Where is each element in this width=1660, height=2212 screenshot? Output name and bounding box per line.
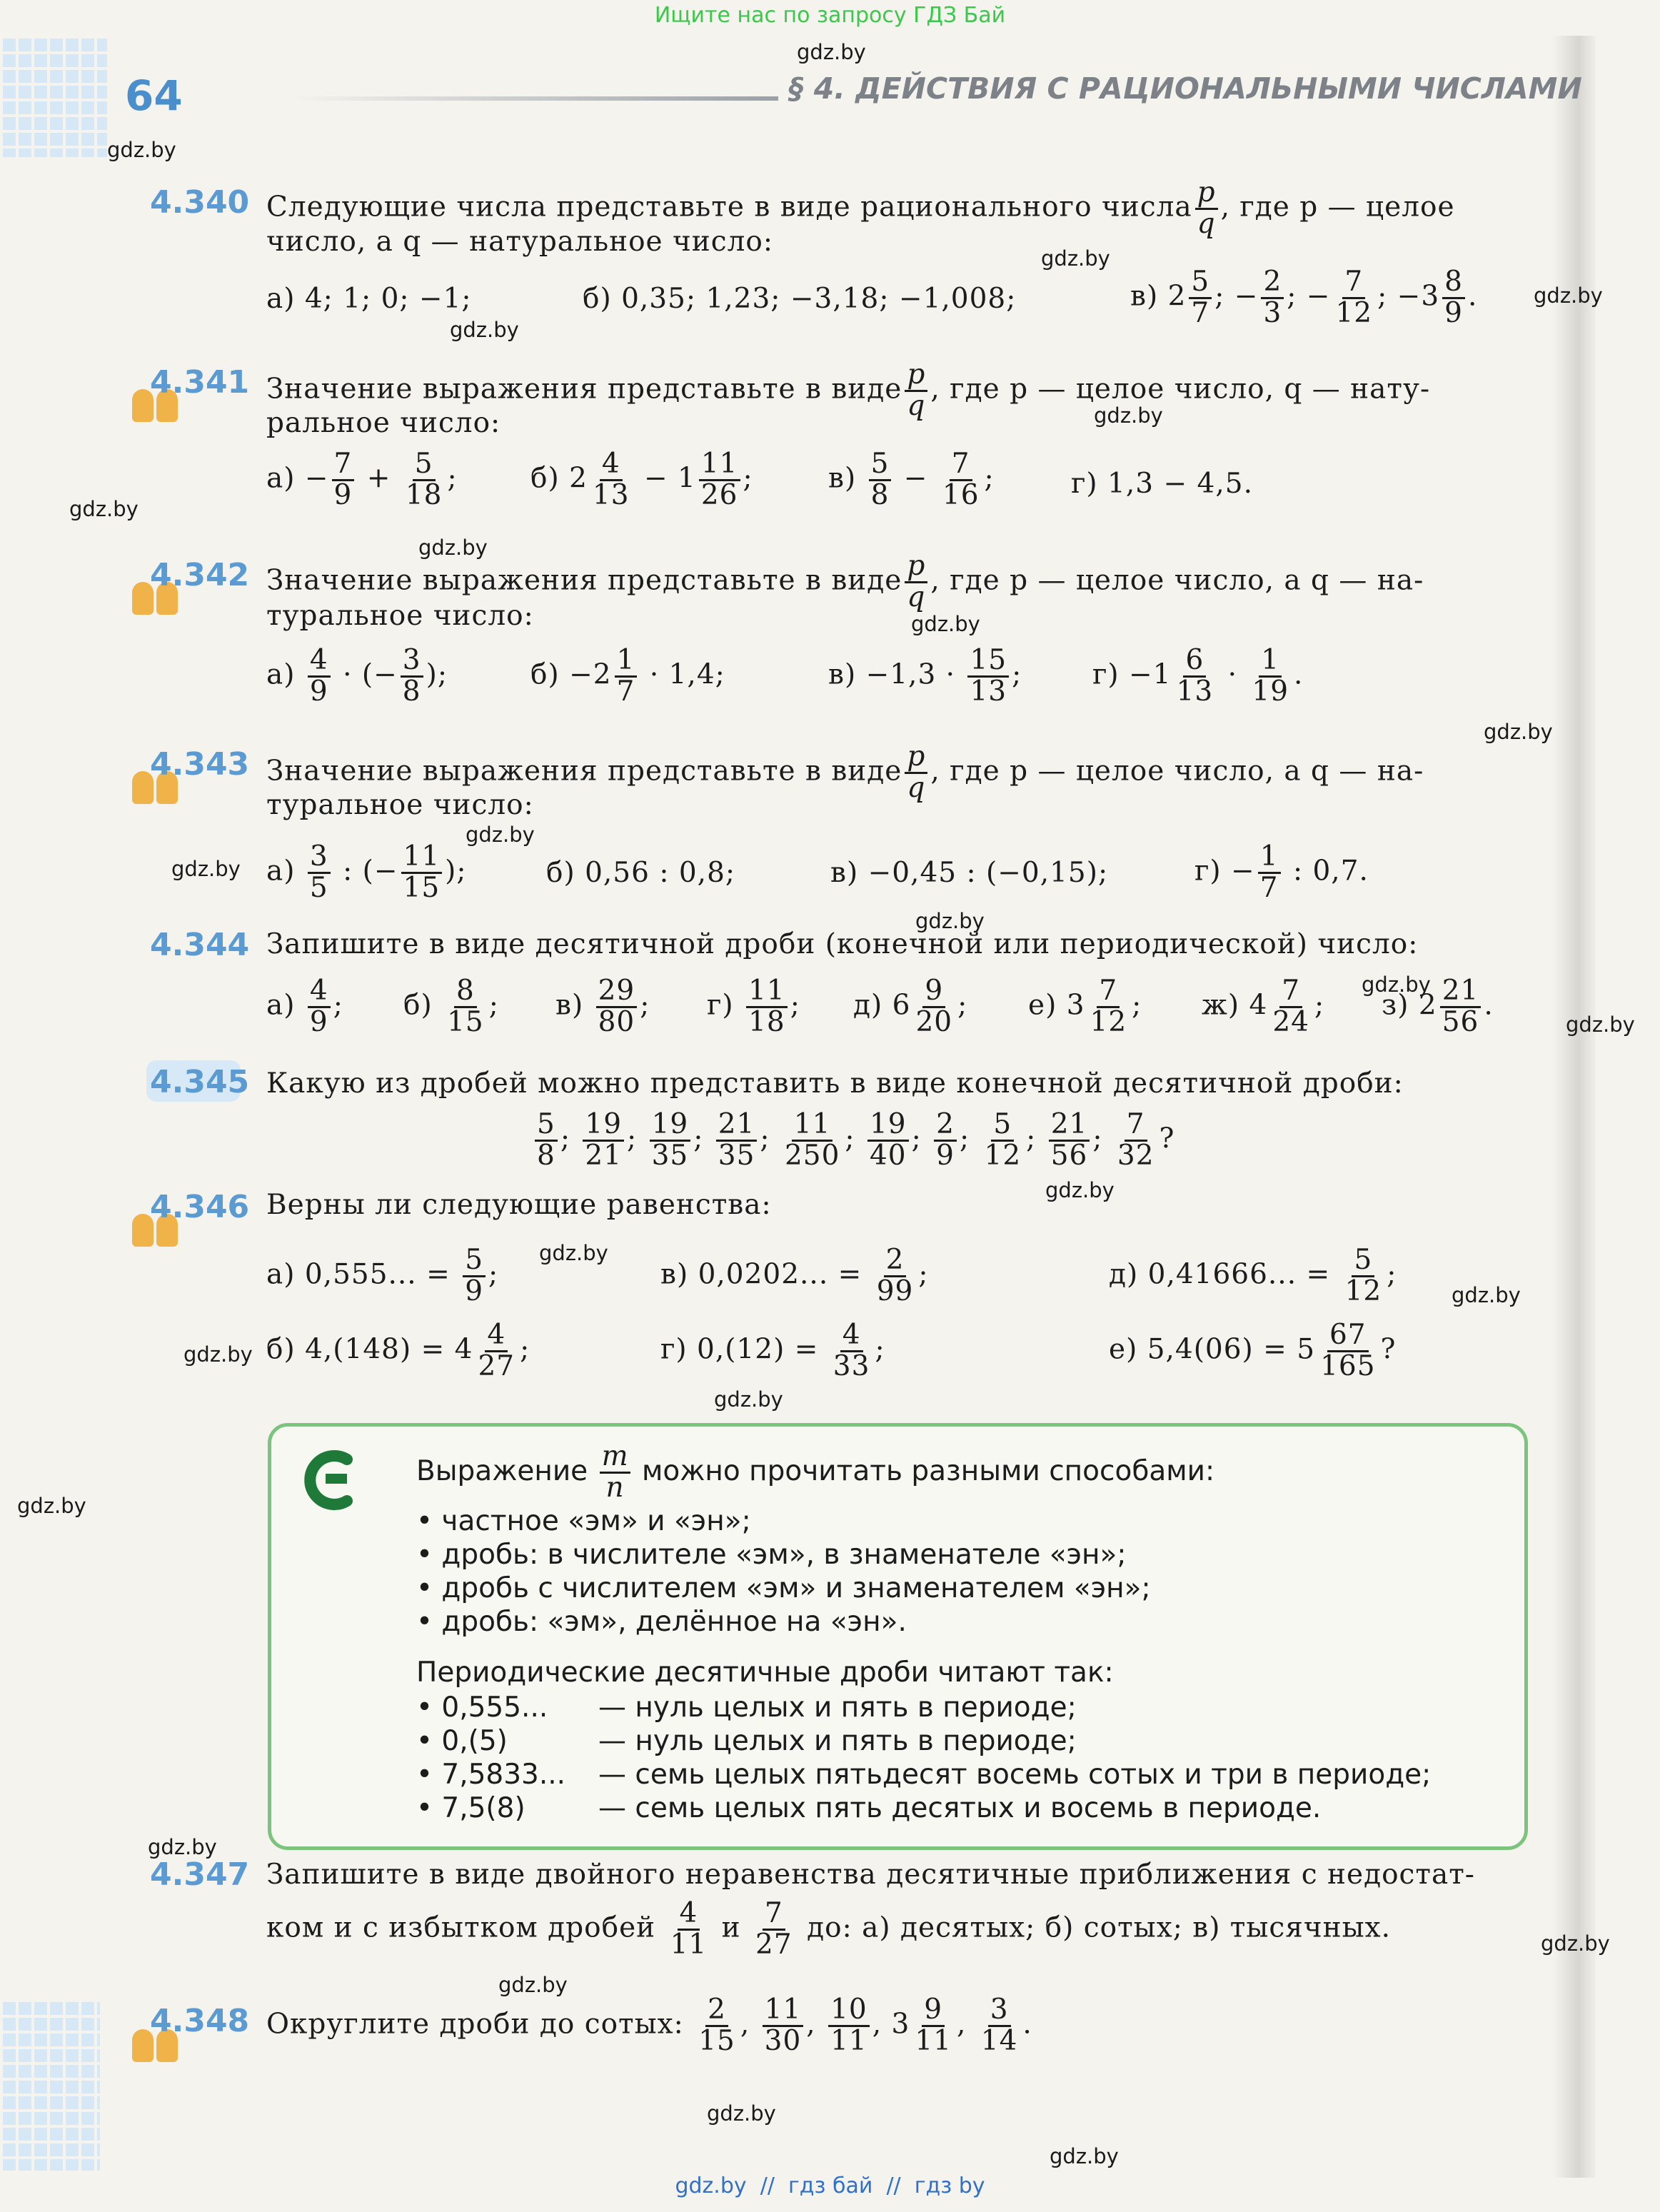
watermark: gdz.by xyxy=(466,823,535,847)
answer-option: в) −1,3 · $\frac{15}{13}$ ; xyxy=(828,644,1022,708)
watermark: gdz.by xyxy=(1362,972,1431,997)
watermark: gdz.by xyxy=(1045,1178,1115,1202)
watermark: gdz.by xyxy=(1534,283,1603,308)
watermark: gdz.by xyxy=(707,2101,776,2126)
problem-text: Какую из дробей можно представить в виде конечной десятичной дроби: xyxy=(266,1067,1404,1100)
watermark: gdz.by xyxy=(1041,246,1110,271)
info-text: Выражение $\frac{m}{n}$ можно прочитать разными способами: xyxy=(416,1440,1215,1504)
watermark: gdz.by xyxy=(1566,1012,1635,1037)
problem-text: Значение выражения представьте в виде $\frac{p}{q}$ , где p — целое число, а q — на- xyxy=(266,740,1424,804)
problem-number: 4.342 xyxy=(150,557,250,593)
answer-option: б) 0,56 : 0,8; xyxy=(546,857,736,889)
answer-option: а) $\frac{3}{5}$ : (− $\frac{11}{15}$ ); xyxy=(266,840,467,904)
problem-number: 4.346 xyxy=(150,1189,250,1225)
fraction-list: $\frac{5}{8}$ ; $\frac{19}{21}$ ; $\frac{19}{35}$ ; $\frac{21}{35}$ ; $\frac{11}{250}$ ; $\frac{19}{40}$ ; $\frac{2}{9}$ ; $\frac{5}{12}$ ; $\frac{21}{56}$ ; $\frac{7}{32}$ ? xyxy=(532,1110,1174,1171)
answer-option: а) $\frac{4}{9}$ ; xyxy=(266,975,343,1038)
fraction-p-over-q: $\frac{p}{q}$ xyxy=(905,743,927,803)
fraction-p-over-q: $\frac{p}{q}$ xyxy=(905,552,927,613)
answer-option: д) 0,41666... = $\frac{5}{12}$ ; xyxy=(1109,1244,1397,1307)
answer-option: б) 0,35; 1,23; −3,18; −1,008; xyxy=(583,283,1017,315)
watermark: gdz.by xyxy=(498,1973,568,1997)
answer-option: а) − $\frac{7}{9}$ + $\frac{5}{18}$ ; xyxy=(266,448,458,511)
problem-number: 4.344 xyxy=(150,927,250,963)
problem-text: ком и с избытком дробей $\frac{4}{11}$ и $\frac{7}{27}$ до: а) десятых; б) сотых; в) тысячных. xyxy=(266,1897,1392,1961)
top-banner[interactable]: Ищите нас по запросу ГДЗ Бай xyxy=(654,3,1006,28)
problem-text: Верны ли следующие равенства: xyxy=(266,1189,772,1221)
page-edge-shadow xyxy=(1553,36,1596,2178)
fraction-p-over-q: $\frac{p}{q}$ xyxy=(905,361,927,421)
watermark: gdz.by xyxy=(1541,1931,1610,1956)
problem-number: 4.340 xyxy=(150,184,250,221)
answer-option: г) 0,(12) = $\frac{4}{33}$ ; xyxy=(660,1319,885,1382)
answer-option: е) 3 $\frac{7}{12}$ ; xyxy=(1028,975,1142,1038)
answer-option: г) −1 $\frac{6}{13}$ · $\frac{1}{19}$ . xyxy=(1092,644,1304,708)
fraction-p-over-q: $\frac{p}{q}$ xyxy=(1195,179,1218,239)
answer-option: ж) 4 $\frac{7}{24}$ ; xyxy=(1202,975,1325,1038)
answer-option: б) 2 $\frac{4}{13}$ − 1 $\frac{11}{26}$ ; xyxy=(530,448,753,511)
watermark: gdz.by xyxy=(450,318,519,342)
problem-text: Запишите в виде десятичной дроби (конечной или периодической) число: xyxy=(266,928,1419,960)
answer-option: в) 2 $\frac{5}{7}$ ; − $\frac{2}{3}$ ; − $\frac{7}{12}$ ; −3 $\frac{8}{9}$ . xyxy=(1130,266,1478,329)
fraction-m-over-n: $\frac{m}{n}$ xyxy=(600,1442,630,1503)
info-subtitle: Периодические десятичные дроби читают так: xyxy=(416,1657,1114,1689)
footer-links[interactable]: gdz.by // гдз бай // гдз by xyxy=(675,2173,985,2198)
problem-number: 4.348 xyxy=(150,2003,250,2039)
watermark: gdz.by xyxy=(714,1387,783,1412)
answer-option: в) −0,45 : (−0,15); xyxy=(830,857,1109,889)
header-rule xyxy=(293,96,778,101)
answer-option: г) 1,3 − 4,5. xyxy=(1071,468,1253,500)
section-title: § 4. ДЕЙСТВИЯ С РАЦИОНАЛЬНЫМИ ЧИСЛАМИ xyxy=(789,71,1582,106)
answer-option: е) 5,4(06) = 5 $\frac{67}{165}$ ? xyxy=(1109,1319,1397,1382)
watermark: gdz.by xyxy=(69,497,139,521)
watermark: gdz.by xyxy=(911,612,980,636)
page-number: 64 xyxy=(125,71,183,120)
answer-option: в) $\frac{29}{80}$ ; xyxy=(555,975,650,1038)
answer-option: а) $\frac{4}{9}$ · (− $\frac{3}{8}$ ); xyxy=(266,644,448,708)
problem-text: ральное число: xyxy=(266,407,501,439)
answer-option: г) $\frac{11}{18}$ ; xyxy=(707,975,800,1038)
problem-text: Значение выражения представьте в виде $\frac{p}{q}$ , где p — целое число, а q — на- xyxy=(266,550,1424,613)
problem-number: 4.347 xyxy=(150,1856,250,1893)
answer-option: б) 4,(148) = 4 $\frac{4}{27}$ ; xyxy=(266,1319,530,1382)
problem-number: 4.341 xyxy=(150,364,250,401)
answer-option: в) 0,0202... = $\frac{2}{99}$ ; xyxy=(660,1244,929,1307)
watermark: gdz.by xyxy=(17,1494,86,1518)
watermark: gdz.by xyxy=(915,909,985,933)
watermark: gdz.by xyxy=(418,536,488,560)
info-list: • частное «эм» и «эн»; • дробь: в числителе «эм», в знаменателе «эн»; • дробь с числителем «эм» и знаменателем «эн»; • дробь: «эм», делённое на «эн». xyxy=(416,1505,1151,1638)
problem-text: туральное число: xyxy=(266,789,534,821)
problem-text: Значение выражения представьте в виде $\frac{p}{q}$ , где p — целое число, q — нату- xyxy=(266,358,1431,422)
answer-option: в) $\frac{5}{8}$ − $\frac{7}{16}$ ; xyxy=(828,448,995,511)
watermark: gdz.by xyxy=(1484,720,1553,744)
watermark: gdz.by xyxy=(183,1342,253,1367)
problem-text: туральное число: xyxy=(266,600,534,632)
problem-text: Следующие числа представьте в виде рационального числа $\frac{p}{q}$ , где p — целое xyxy=(266,176,1455,240)
problem-number: 4.345 xyxy=(150,1064,250,1100)
answer-option: а) 0,555... = $\frac{5}{9}$ ; xyxy=(266,1244,499,1307)
watermark: gdz.by xyxy=(1452,1283,1521,1307)
answer-option: д) 6 $\frac{9}{20}$ ; xyxy=(853,975,968,1038)
problem-text: Запишите в виде двойного неравенства десятичные приближения с недостат- xyxy=(266,1859,1475,1891)
problem-text: Округлите дроби до сотых: $\frac{2}{15}$ , $\frac{11}{30}$ , $\frac{10}{11}$ , 3 $\frac{9}{11}$ , $\frac{3}{14}$ . xyxy=(266,1994,1032,2057)
problem-number: 4.343 xyxy=(150,746,250,783)
corner-pattern-top xyxy=(0,36,107,157)
answer-option: з) 2 $\frac{21}{56}$ . xyxy=(1382,975,1494,1038)
watermark: gdz.by xyxy=(148,1835,217,1859)
watermark: gdz.by xyxy=(797,40,866,64)
answer-option: б) $\frac{8}{15}$ ; xyxy=(403,975,499,1038)
problem-text: число, а q — натуральное число: xyxy=(266,226,774,258)
answer-option: г) − $\frac{1}{7}$ : 0,7. xyxy=(1194,840,1369,904)
answer-option: а) 4; 1; 0; −1; xyxy=(266,283,472,315)
answer-option: б) −2 $\frac{1}{7}$ · 1,4; xyxy=(530,644,725,708)
info-icon xyxy=(298,1449,360,1511)
watermark: gdz.by xyxy=(107,138,176,162)
watermark: gdz.by xyxy=(539,1241,608,1265)
info-periodic-list: • 0,555... — нуль целых и пять в периоде; • 0,(5) — нуль целых и пять в периоде; • 7,5833... — семь целых пятьдесят восемь сотых и три в периоде; • 7,5(8) — семь целых пять десятых и восемь в периоде. xyxy=(416,1691,1432,1824)
watermark: gdz.by xyxy=(171,857,241,881)
corner-pattern-bottom xyxy=(0,1999,100,2171)
watermark: gdz.by xyxy=(1094,403,1163,428)
watermark: gdz.by xyxy=(1050,2144,1119,2168)
